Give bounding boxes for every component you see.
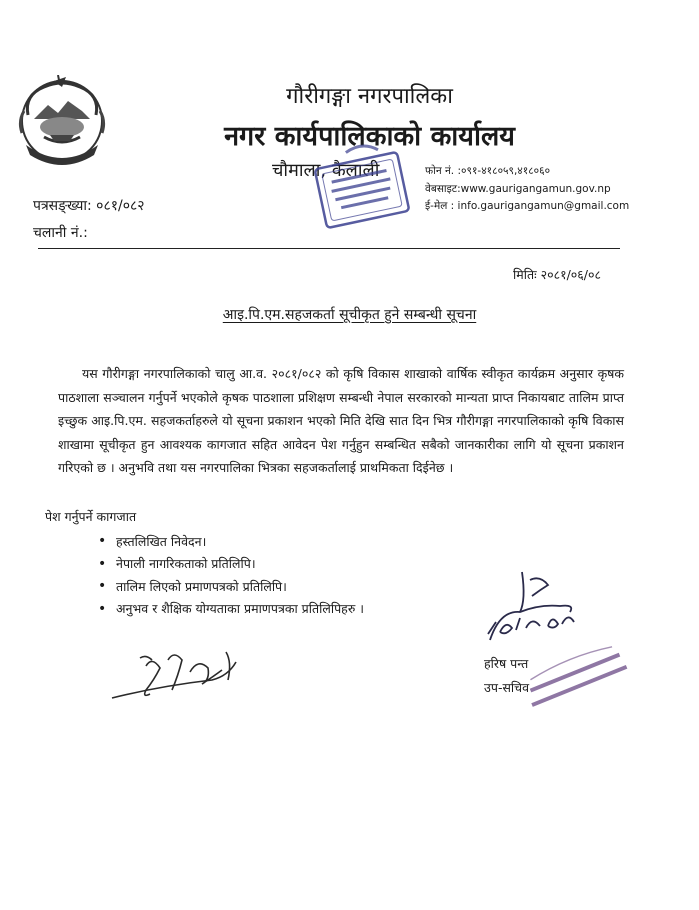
office-name: नगर कार्यपालिकाको कार्यालय [224,121,515,152]
website: वेबसाइट:www.gaurigangamun.gov.np [425,183,611,195]
notice-date: मितिः २०८१/०६/०८ [513,267,601,282]
bullet-icon: • [98,600,107,617]
handwritten-signature-date [488,572,574,640]
document-item-label: तालिम लिएको प्रमाणपत्रको प्रतिलिपि। [116,578,287,594]
municipality-name: गौरीगङ्गा नगरपालिका [286,84,453,109]
letter-number: पत्रसङ्ख्या: ०८१/०८२ [33,198,145,214]
document-item-label: नेपाली नागरिकताको प्रतिलिपि। [116,556,256,572]
left-signature [112,652,236,698]
bullet-icon: • [98,555,107,572]
notice-body: यस गौरीगङ्गा नगरपालिकाको चालु आ.व. २०८१/०८२ को कृषि विकास शाखाको वार्षिक स्वीकृत कार्यक्रम अनुसार कृषक पाठशाला सञ्चालन गर्नुपर्ने भएकोले कृषक पाठशाला प्रशिक्षण सम्बन्धी नेपाल सरकारको मान्यता प्राप्त निकायबाट तालिम प्राप्त इच्छुक आइ.पि.एम. सहजकर्ताहरुले यो सूचना प्रकाशन भएको मिति देखि सात दिन भित्र गौरीगङ्गा नगरपालिकाको कृषि विकास शाखामा सूचीकृत हुन आवश्यक कागजात सहित आवेदन पेश गर्नुहुन सम्बन्धित सबैको जानकारीका लागि यो सूचना प्रकाशन गरिएको छ । अनुभवि तथा यस नगरपालिका भित्रका सहजकर्तालाई प्राथमिकता दिईनेछ । [58,366,624,475]
bullet-icon: • [98,578,107,595]
phone-number: फोन नं. :०९१-४१८०५९,४१८०६० [425,165,551,177]
designation-seal-stamp [522,641,627,705]
signatory-name: हरिष पन्त [484,656,529,671]
bullet-icon: • [98,533,107,550]
dispatch-number: चलानी नं.: [33,225,88,241]
signatory-designation: उप-सचिव [484,680,530,695]
document-item-label: अनुभव र शैक्षिक योग्यताका प्रमाणपत्रका प्रतिलिपिहरु । [116,601,365,617]
notice-subject: आइ.पि.एम.सहजकर्ता सूचीकृत हुने सम्बन्धी सूचना [222,307,477,323]
email-address: ई-मेल : info.gaurigangamun@gmail.com [425,200,630,212]
document-item-label: हस्तलिखित निवेदन। [116,533,207,549]
documents-heading: पेश गर्नुपर्ने कागजात [45,509,137,524]
office-seal-stamp [312,139,409,228]
office-location: चौमाला, कैलाली [272,160,380,181]
